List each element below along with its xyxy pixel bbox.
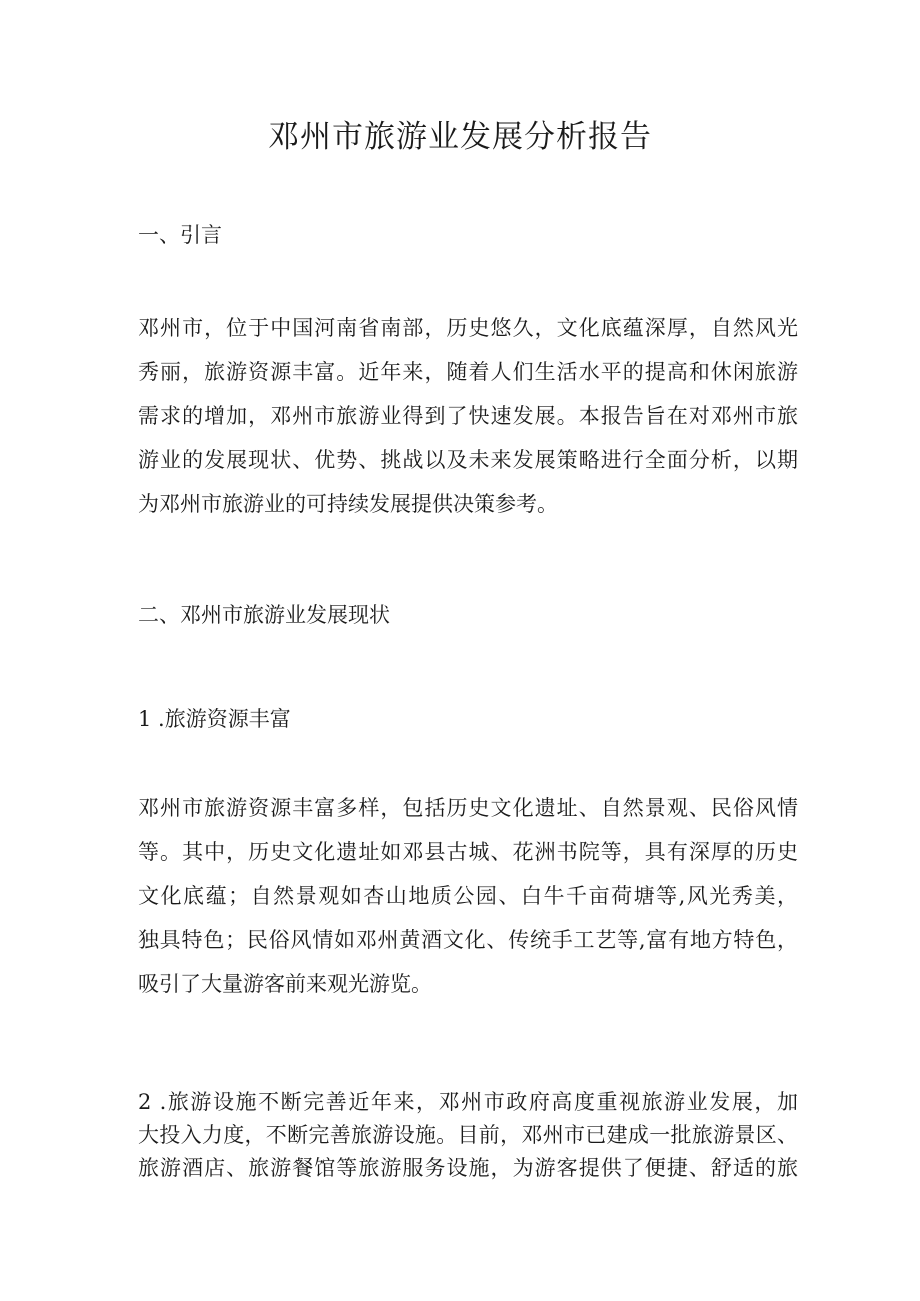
paragraph-line: 吸引了大量游客前来观光游览。: [138, 972, 432, 996]
paragraph-line: 独具特色；民俗风情如邓州黄酒文化、传统手工艺等,富有地方特色，: [138, 928, 798, 952]
document-title: 邓州市旅游业发展分析报告: [268, 119, 652, 155]
paragraph-line: 旅游酒店、旅游餐馆等旅游服务设施，为游客提供了便捷、舒适的旅: [138, 1156, 798, 1180]
paragraph-line: 大投入力度，不断完善旅游设施。目前，邓州市已建成一批旅游景区、: [138, 1123, 798, 1147]
paragraph-line: 秀丽，旅游资源丰富。近年来，随着人们生活水平的提高和休闲旅游: [138, 360, 798, 384]
paragraph-line: 等。其中，历史文化遗址如邓县古城、花洲书院等，具有深厚的历史: [138, 840, 798, 864]
section-heading-current-status: 二、邓州市旅游业发展现状: [138, 603, 390, 627]
paragraph-line: 文化底蕴；自然景观如杏山地质公园、白牛千亩荷塘等,风光秀美，: [138, 884, 798, 908]
paragraph-line: 为邓州市旅游业的可持续发展提供决策参考。: [138, 492, 558, 516]
paragraph-line: 需求的增加，邓州市旅游业得到了快速发展。本报告旨在对邓州市旅: [138, 404, 798, 428]
paragraph-line: 邓州市旅游资源丰富多样，包括历史文化遗址、自然景观、民俗风情: [138, 796, 798, 820]
section-heading-introduction: 一、引言: [138, 223, 222, 247]
paragraph-line: 2 .旅游设施不断完善近年来，邓州市政府高度重视旅游业发展，加: [138, 1090, 798, 1114]
introduction-paragraph: [138, 306, 798, 526]
subsection-heading-rich-resources: 1 .旅游资源丰富: [138, 707, 291, 731]
rich-resources-paragraph: [138, 786, 798, 1006]
facilities-paragraph: [138, 1086, 798, 1185]
paragraph-line: 游业的发展现状、优势、挑战以及未来发展策略进行全面分析，以期: [138, 448, 798, 472]
paragraph-line: 邓州市，位于中国河南省南部，历史悠久，文化底蕴深厚，自然风光: [138, 316, 798, 340]
